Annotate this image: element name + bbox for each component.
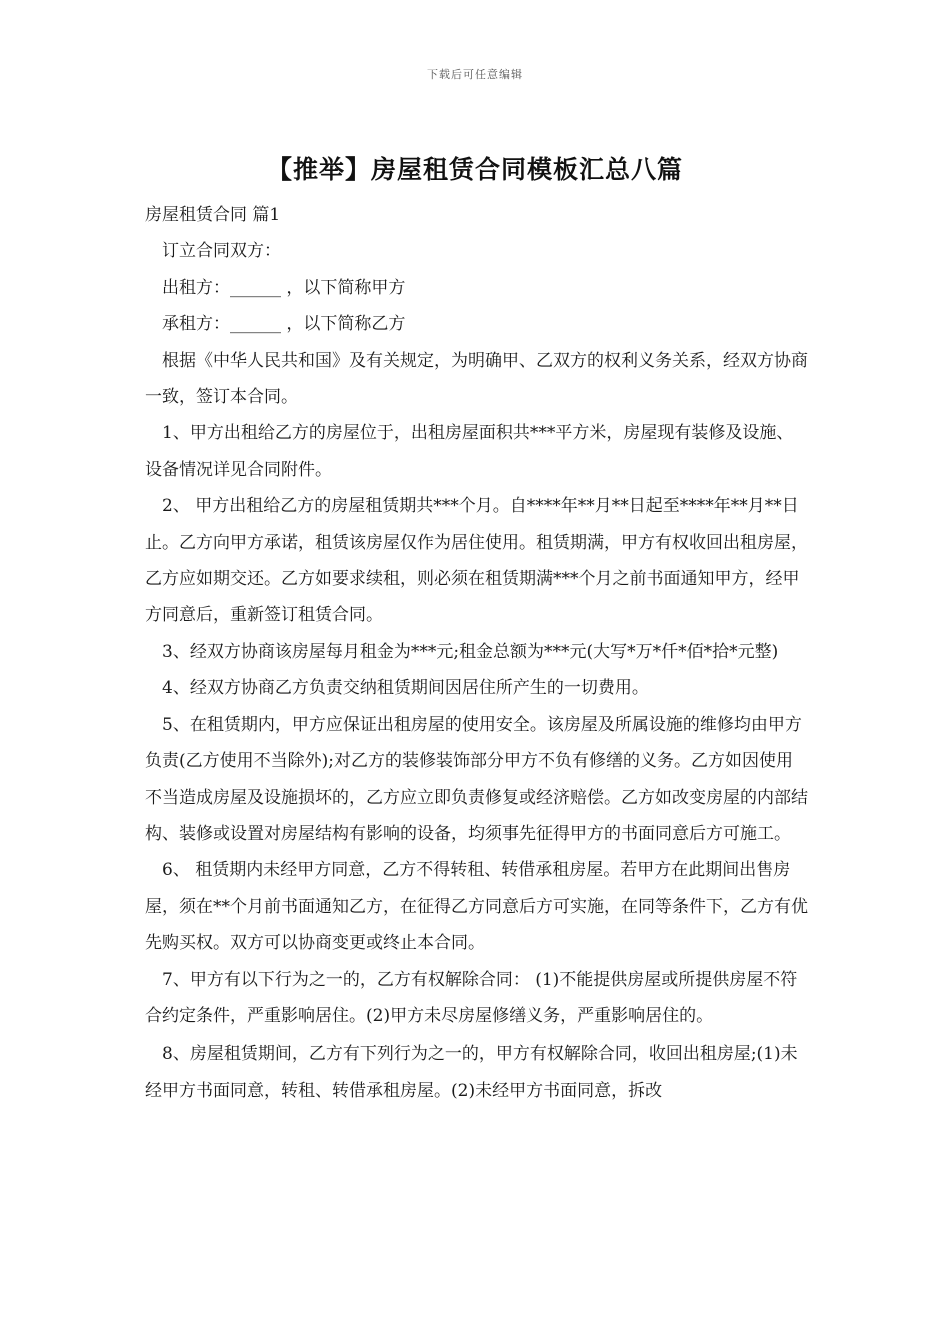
clause-5: 5、在租赁期内，甲方应保证出租房屋的使用安全。该房屋及所属设施的维修均由甲方负责(乙方使用不当除外);对乙方的装修装饰部分甲方不负有修缮的义务。乙方如因使用不当造成房屋及设施损坏的，乙方应立即负责修复或经济赔偿。乙方如改变房屋的内部结构、装修或设置对房屋结构有影响的设备，均须事先征得甲方的书面同意后方可施工。 [145, 714, 808, 844]
paragraph-lessee: 承租方：______ ，以下简称乙方 [162, 314, 406, 335]
section-heading: 房屋租赁合同 篇1 [145, 205, 281, 225]
clause-8: 8、房屋租赁期间，乙方有下列行为之一的，甲方有权解除合同，收回出租房屋;(1)未经甲方书面同意，转租、转借承租房屋。(2)未经甲方书面同意，拆改 [145, 1044, 798, 1101]
document-title: 【推举】房屋租赁合同模板汇总八篇 [266, 155, 683, 184]
clause-6: 6、 租赁期内未经甲方同意，乙方不得转租、转借承租房屋。若甲方在此期间出售房屋，须在**个月前书面通知乙方，在征得乙方同意后方可实施，在同等条件下，乙方有优先购买权。双方可以协商变更或终止本合同。 [145, 860, 808, 954]
clause-3: 3、经双方协商该房屋每月租金为***元;租金总额为***元(大写*万*仟*佰*拾*元整) [162, 641, 779, 662]
clause-7: 7、甲方有以下行为之一的，乙方有权解除合同： (1)不能提供房屋或所提供房屋不符合约定条件，严重影响居住。(2)甲方未尽房屋修缮义务，严重影响居住的。 [145, 969, 798, 1026]
clause-1: 1、甲方出租给乙方的房屋位于，出租房屋面积共***平方米，房屋现有装修及设施、设备情况详见合同附件。 [145, 423, 794, 480]
paragraph-preamble: 根据《中华人民共和国》及有关规定，为明确甲、乙双方的权利义务关系，经双方协商一致，签订本合同。 [145, 350, 808, 408]
clause-4: 4、经双方协商乙方负责交纳租赁期间因居住所产生的一切费用。 [162, 678, 649, 699]
paragraph-lessor: 出租方：______ ，以下简称甲方 [162, 277, 406, 298]
document-body [145, 197, 808, 1109]
paragraph-parties-intro: 订立合同双方： [162, 241, 281, 262]
page-header-note: 下载后可任意编辑 [427, 68, 523, 81]
clause-2: 2、 甲方出租给乙方的房屋租赁期共***个月。自****年**月**日起至****年**月**日止。乙方向甲方承诺，租赁该房屋仅作为居住使用。租赁期满，甲方有权收回出租房屋，乙方应如期交还。乙方如要求续租，则必须在租赁期满***个月之前书面通知甲方，经甲方同意后，重新签订租赁合同。 [145, 496, 808, 626]
